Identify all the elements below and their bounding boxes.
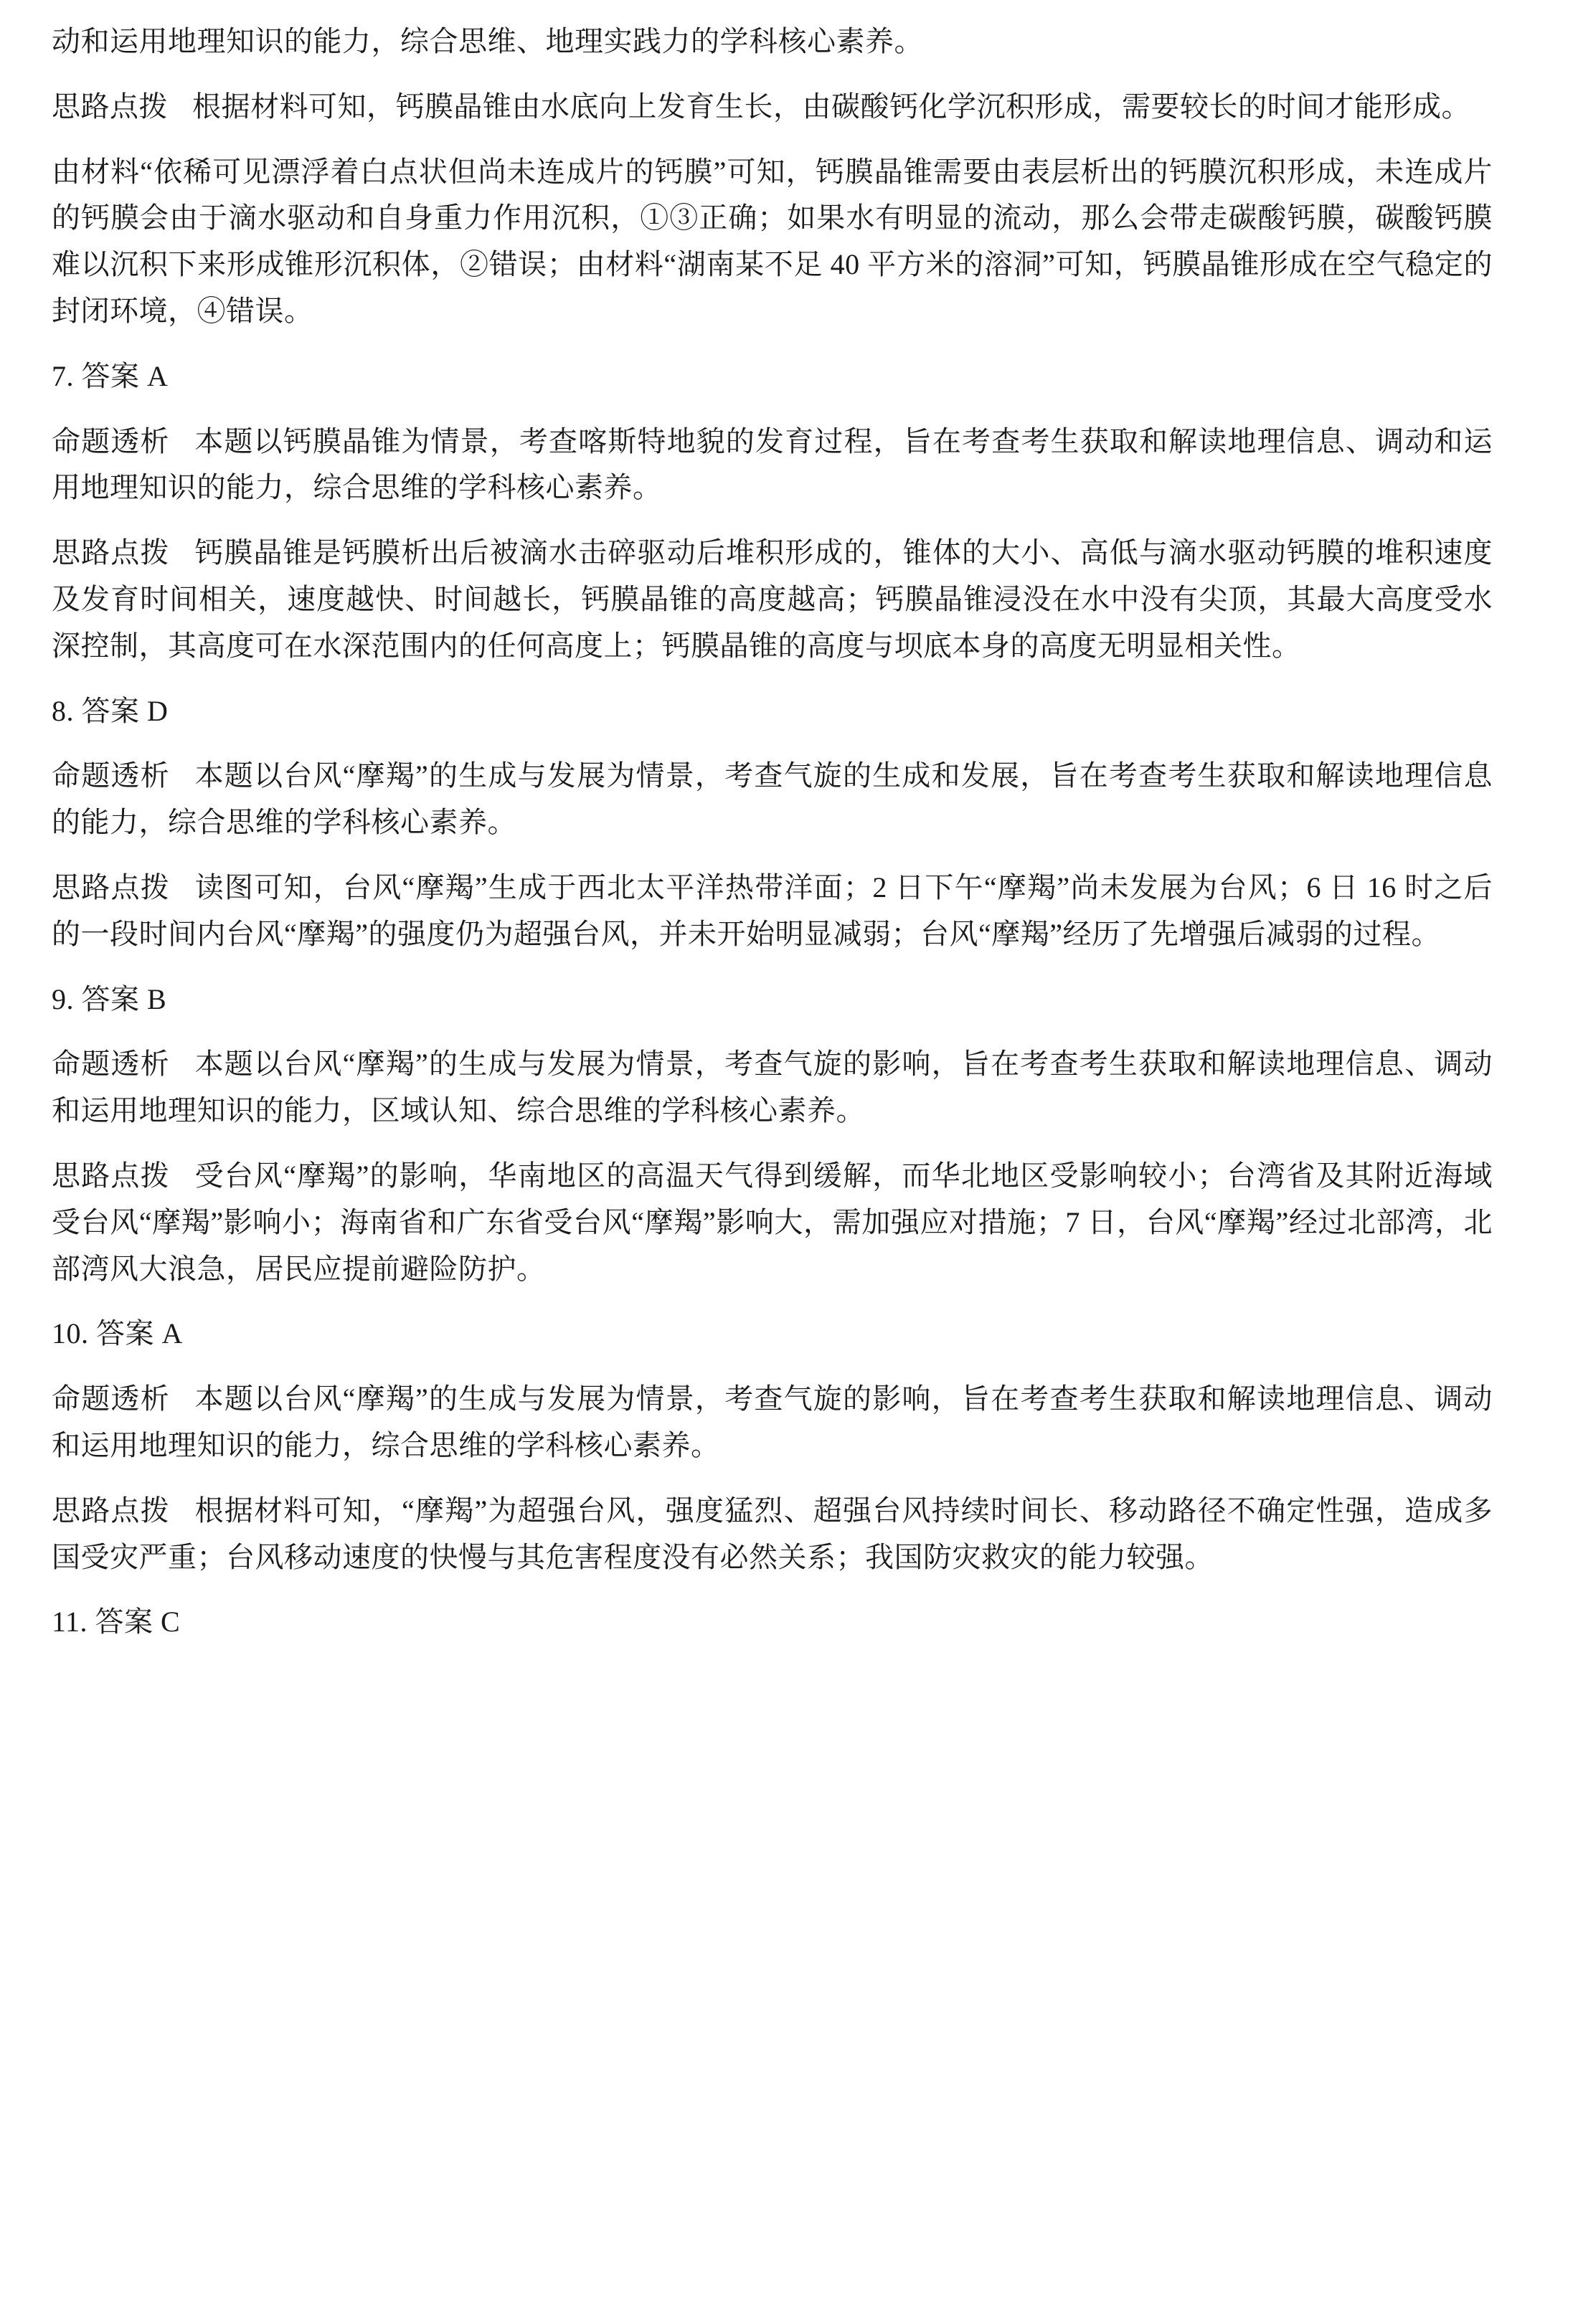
paragraph-text: 本题以钙膜晶锥为情景，考查喀斯特地貌的发育过程，旨在考查考生获取和解读地理信息、调动和运用地理知识的能力，综合思维的学科核心素养。 <box>52 425 1493 504</box>
label-mingti-touxi: 命题透析 <box>52 1048 170 1081</box>
label-silu-dianbo: 思路点拨 <box>52 90 168 123</box>
paragraph-text: 受台风“摩羯”的影响，华南地区的高温天气得到缓解，而华北地区受影响较小；台湾省及其附近海域受台风“摩羯”影响小；海南省和广东省受台风“摩羯”影响大，需加强应对措施；7 日，台风“摩羯”经过北部湾，北部湾风大浪急，居民应提前避险防护。 <box>52 1159 1493 1285</box>
paragraph-q6-analysis: 由材料“依稀可见漂浮着白点状但尚未连成片的钙膜”可知，钙膜晶锥需要由表层析出的钙膜沉积形成，未连成片的钙膜会由于滴水驱动和自身重力作用沉积，①③正确；如果水有明显的流动，那么会带走碳酸钙膜，碳酸钙膜难以沉积下来形成锥形沉积体，②错误；由材料“湖南某不足 40 平方米的溶洞”可知，钙膜晶锥形成在空气稳定的封闭环境，④错误。 <box>52 155 1493 327</box>
paragraph-q8-mingti <box>52 753 1493 846</box>
label-silu-dianbo: 思路点拨 <box>52 1159 170 1192</box>
paragraph-q9-silu <box>52 1153 1493 1292</box>
label-silu-dianbo: 思路点拨 <box>52 536 170 569</box>
paragraph-q6-silu <box>52 84 1493 131</box>
paragraph-q9-mingti <box>52 1041 1493 1134</box>
label-mingti-touxi: 命题透析 <box>52 1382 170 1415</box>
paragraph-text: 读图可知，台风“摩羯”生成于西北太平洋热带洋面；2 日下午“摩羯”尚未发展为台风；6 日 16 时之后的一段时间内台风“摩羯”的强度仍为超强台风，并未开始明显减弱；台风“摩羯”经历了先增强后减弱的过程。 <box>52 871 1493 950</box>
paragraph-continuation: 动和运用地理知识的能力，综合思维、地理实践力的学科核心素养。 <box>52 25 923 57</box>
label-silu-dianbo: 思路点拨 <box>52 1494 170 1527</box>
label-mingti-touxi: 命题透析 <box>52 759 170 792</box>
answer-line-q7: 7. 答案 A <box>52 359 169 392</box>
paragraph-q7-mingti <box>52 419 1493 512</box>
answer-line-q8: 8. 答案 D <box>52 694 169 727</box>
paragraph-text: 根据材料可知，“摩羯”为超强台风，强度猛烈、超强台风持续时间长、移动路径不确定性强，造成多国受灾严重；台风移动速度的快慢与其危害程度没有必然关系；我国防灾救灾的能力较强。 <box>52 1494 1493 1573</box>
paragraph-q10-silu <box>52 1488 1493 1581</box>
paragraph-text: 本题以台风“摩羯”的生成与发展为情景，考查气旋的影响，旨在考查考生获取和解读地理信息、调动和运用地理知识的能力，综合思维的学科核心素养。 <box>52 1382 1493 1461</box>
paragraph-text: 钙膜晶锥是钙膜析出后被滴水击碎驱动后堆积形成的，锥体的大小、高低与滴水驱动钙膜的堆积速度及发育时间相关，速度越快、时间越长，钙膜晶锥的高度越高；钙膜晶锥浸没在水中没有尖顶，其最大高度受水深控制，其高度可在水深范围内的任何高度上；钙膜晶锥的高度与坝底本身的高度无明显相关性。 <box>52 536 1493 662</box>
paragraph-q8-silu <box>52 865 1493 958</box>
paragraph-text: 根据材料可知，钙膜晶锥由水底向上发育生长，由碳酸钙化学沉积形成，需要较长的时间才能形成。 <box>192 90 1470 123</box>
answer-line-q11: 11. 答案 C <box>52 1606 181 1638</box>
answer-line-q9: 9. 答案 B <box>52 982 167 1015</box>
paragraph-q10-mingti <box>52 1376 1493 1469</box>
label-silu-dianbo: 思路点拨 <box>52 871 170 903</box>
paragraph-q7-silu <box>52 530 1493 669</box>
paragraph-text: 本题以台风“摩羯”的生成与发展为情景，考查气旋的影响，旨在考查考生获取和解读地理信息、调动和运用地理知识的能力，区域认知、综合思维的学科核心素养。 <box>52 1048 1493 1127</box>
label-mingti-touxi: 命题透析 <box>52 425 170 457</box>
paragraph-text: 本题以台风“摩羯”的生成与发展为情景，考查气旋的生成和发展，旨在考查考生获取和解读地理信息的能力，综合思维的学科核心素养。 <box>52 759 1493 839</box>
answer-line-q10: 10. 答案 A <box>52 1317 183 1350</box>
